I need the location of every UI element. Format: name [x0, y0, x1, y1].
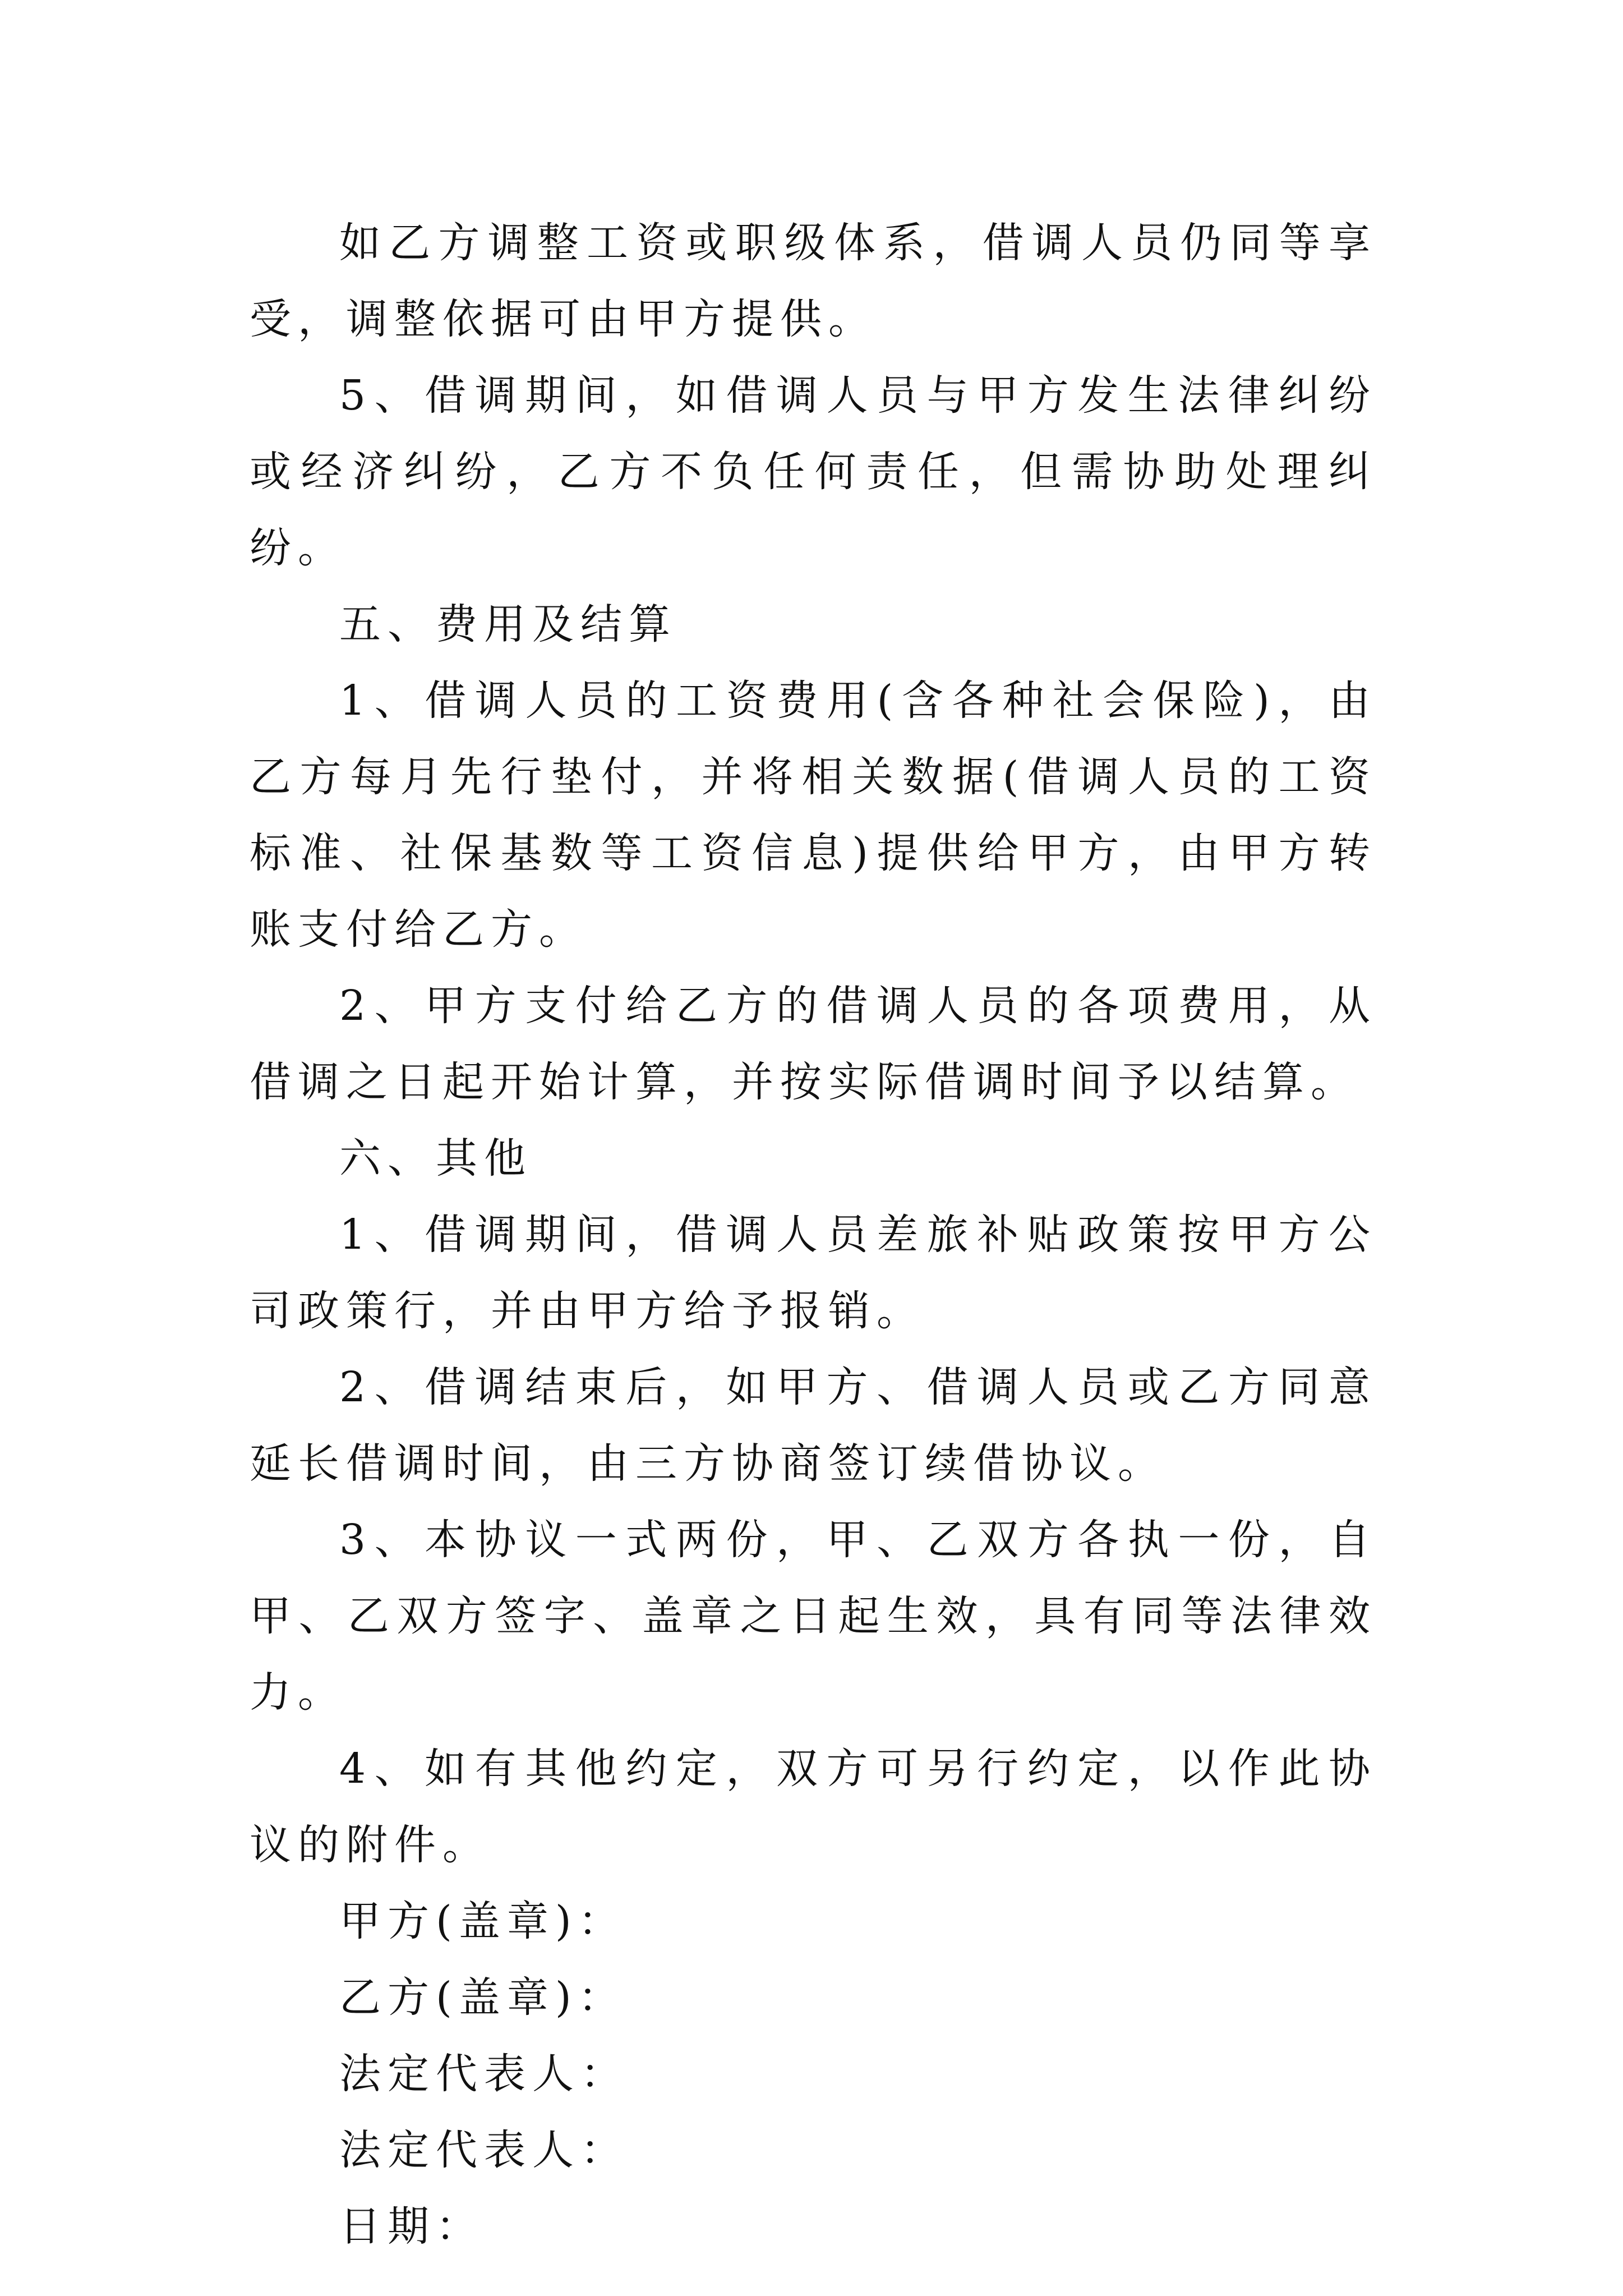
paragraph-clause-6-2: 2、借调结束后，如甲方、借调人员或乙方同意延长借调时间，由三方协商签订续借协议。	[250, 1363, 1377, 1488]
paragraph-clause-5-1: 1、借调人员的工资费用(含各种社会保险)，由乙方每月先行垫付，并将相关数据(借调人员的工资标准、社保基数等工资信息)提供给甲方，由甲方转账支付给乙方。	[250, 677, 1377, 954]
signature-date: 日期：	[339, 2202, 484, 2251]
document-body	[250, 205, 1377, 2265]
paragraph-salary-adjustment: 如乙方调整工资或职级体系，借调人员仍同等享受，调整依据可由甲方提供。	[250, 219, 1377, 343]
signature-party-a: 甲方(盖章)：	[339, 1897, 626, 1945]
paragraph-clause-6-1: 1、借调期间，借调人员差旅补贴政策按甲方公司政策行，并由甲方给予报销。	[250, 1211, 1377, 1335]
paragraph-clause-4-5: 5、借调期间，如借调人员与甲方发生法律纠纷或经济纠纷，乙方不负任何责任，但需协助处理纠纷。	[250, 371, 1377, 572]
section-heading-fees: 五、费用及结算	[339, 600, 677, 648]
signature-legal-rep-a: 法定代表人：	[339, 2050, 629, 2098]
signature-party-b: 乙方(盖章)：	[339, 1973, 626, 2022]
section-heading-other: 六、其他	[339, 1134, 532, 1182]
paragraph-clause-6-4: 4、如有其他约定，双方可另行约定，以作此协议的附件。	[250, 1745, 1377, 1869]
paragraph-clause-5-2: 2、甲方支付给乙方的借调人员的各项费用，从借调之日起开始计算，并按实际借调时间予以结算。	[250, 982, 1377, 1106]
paragraph-clause-6-3: 3、本协议一式两份，甲、乙双方各执一份，自甲、乙双方签字、盖章之日起生效，具有同等法律效力。	[250, 1516, 1377, 1717]
signature-legal-rep-b: 法定代表人：	[339, 2126, 629, 2174]
